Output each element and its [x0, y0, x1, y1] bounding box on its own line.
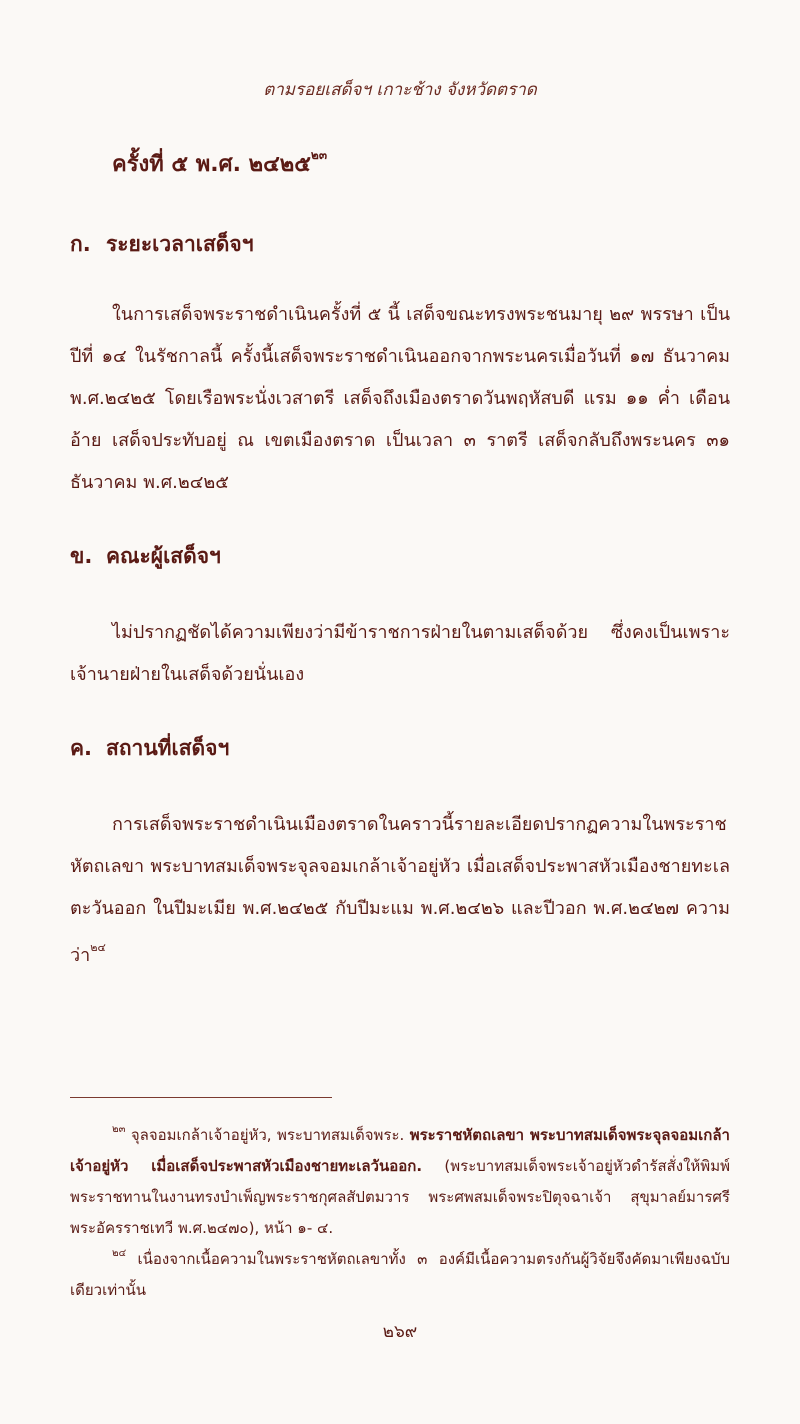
edition-heading	[112, 146, 327, 181]
edition-title: ครั้งที่ ๕ พ.ศ. ๒๔๒๕	[112, 152, 311, 177]
footnote-text: เนื่องจากเนื้อความในพระราชหัตถเลขาทั้ง ๓ องค์มีเนื้อความตรงกันผู้วิจัยจึงคัดมาเพียงฉบับเดียวเท่านั้น	[70, 1250, 730, 1299]
page-number: ๒๖๙	[382, 1322, 418, 1342]
paragraph-text: ในการเสด็จพระราชดำเนินครั้งที่ ๕ นี้ เสด็จขณะทรงพระชนมายุ ๒๙ พรรษา เป็นปีที่ ๑๔ ในรัชกาลนี้ ครั้งนี้เสด็จพระราชดำเนินออกจากพระนครเมื่อวันที่ ๑๗ ธันวาคม พ.ศ.๒๔๒๕ โดยเรือพระนั่งเวสาตรี เสด็จถึงเมืองตราดวันพฤหัสบดี แรม ๑๑ ค่ำ เดือนอ้าย เสด็จประทับอยู่ ณ เขตเมืองตราด เป็นเวลา ๓ ราตรี เสด็จกลับถึงพระนคร ๓๑ ธันวาคม พ.ศ.๒๔๒๕	[70, 304, 730, 493]
running-header: ตามรอยเสด็จฯ เกาะช้าง จังหวัดตราด	[263, 80, 537, 100]
section-paragraph	[70, 804, 730, 977]
footnote	[70, 1240, 730, 1306]
section-heading	[70, 732, 229, 765]
section-heading	[70, 540, 221, 573]
footnote-ref: ๒๓	[310, 147, 328, 162]
section-paragraph	[70, 612, 730, 696]
footnote-divider	[70, 1097, 332, 1098]
section-paragraph	[70, 294, 730, 504]
footnote-number: ๒๓	[112, 1124, 126, 1135]
footnote-number: ๒๔	[112, 1248, 127, 1259]
footnote-ref: ๒๔	[90, 941, 106, 954]
section-letter: ค.	[70, 736, 93, 760]
footnote-bold-title: พระราชหัตถเลขา พระบาทสมเด็จพระจุลจอมเกล้าเจ้าอยู่หัว เมื่อเสด็จประพาสหัวเมืองชายทะเลวันออก.	[70, 1126, 730, 1175]
paragraph-text: ไม่ปรากฏชัดได้ความเพียงว่ามีข้าราชการฝ่ายในตามเสด็จด้วย ซึ่งคงเป็นเพราะเจ้านายฝ่ายในเสด็จด้วยนั่นเอง	[70, 622, 730, 685]
section-letter: ข.	[70, 544, 93, 568]
paragraph-text: การเสด็จพระราชดำเนินเมืองตราดในคราวนี้รายละเอียดปรากฏความในพระราชหัตถเลขา พระบาทสมเด็จพระจุลจอมเกล้าเจ้าอยู่หัว เมื่อเสด็จประพาสหัวเมืองชายทะเลตะวันออก ในปีมะเมีย พ.ศ.๒๔๒๕ กับปีมะแม พ.ศ.๒๔๒๖ และปีวอก พ.ศ.๒๔๒๗ ความว่า	[70, 814, 730, 966]
footnote	[70, 1116, 730, 1244]
section-title: ระยะเวลาเสด็จฯ	[106, 232, 254, 256]
footnote-text: (พระบาทสมเด็จพระเจ้าอยู่หัวดำรัสสั่งให้พิมพ์พระราชทานในงานทรงบำเพ็ญพระราชกุศลสัปตมวาร พระศพสมเด็จพระปิตุจฉาเจ้า สุขุมาลย์มารศรี พระอัครราชเทวี พ.ศ.๒๔๗๐), หน้า ๑- ๔.	[70, 1157, 730, 1237]
section-heading	[70, 228, 254, 261]
footnote-text: จุลจอมเกล้าเจ้าอยู่หัว, พระบาทสมเด็จพระ.	[130, 1126, 405, 1144]
section-title: คณะผู้เสด็จฯ	[106, 544, 221, 568]
section-title: สถานที่เสด็จฯ	[106, 736, 230, 760]
section-letter: ก.	[70, 232, 91, 256]
